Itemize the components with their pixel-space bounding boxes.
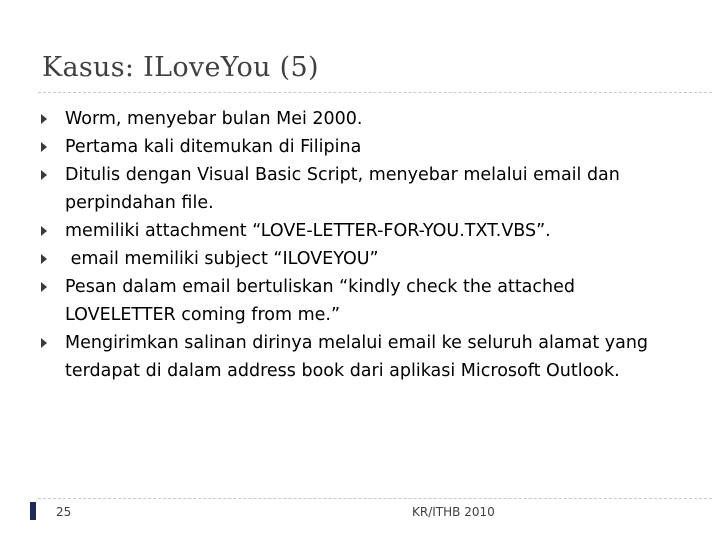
triangle-right-icon (41, 170, 47, 180)
bullet-text: Ditulis dengan Visual Basic Script, menyebar melalui email dan perpindahan file. (65, 165, 620, 213)
triangle-right-icon (41, 114, 47, 124)
footer-divider (38, 498, 712, 499)
bullet-item (40, 105, 680, 133)
footer-accent-bar (30, 502, 36, 520)
footer-text: KR/ITHB 2010 (412, 505, 495, 519)
bullet-item (40, 217, 680, 245)
triangle-right-icon (41, 282, 47, 292)
triangle-right-icon (41, 338, 47, 348)
bullet-text: email memiliki subject “ILOVEYOU” (65, 249, 379, 269)
page-number: 25 (56, 505, 72, 519)
bullet-text: memiliki attachment “LOVE-LETTER-FOR-YOU.TXT.VBS”. (65, 221, 551, 241)
triangle-right-icon (41, 226, 47, 236)
bullet-text: Worm, menyebar bulan Mei 2000. (65, 109, 363, 129)
bullet-text: Pertama kali ditemukan di Filipina (65, 137, 362, 157)
bullet-item (40, 273, 680, 329)
triangle-right-icon (41, 142, 47, 152)
bullet-item (40, 245, 680, 273)
bullet-item (40, 161, 680, 217)
slide-title: Kasus: ILoveYou (5) (42, 52, 319, 83)
bullet-item (40, 329, 680, 385)
triangle-right-icon (41, 254, 47, 264)
bullet-list (40, 105, 680, 385)
bullet-text: Mengirimkan salinan dirinya melalui email ke seluruh alamat yang terdapat di dalam address book dari aplikasi Microsoft Outlook. (65, 333, 649, 381)
bullet-text: Pesan dalam email bertuliskan “kindly check the attached LOVELETTER coming from me.” (65, 277, 575, 325)
bullet-item (40, 133, 680, 161)
title-divider (38, 92, 712, 93)
